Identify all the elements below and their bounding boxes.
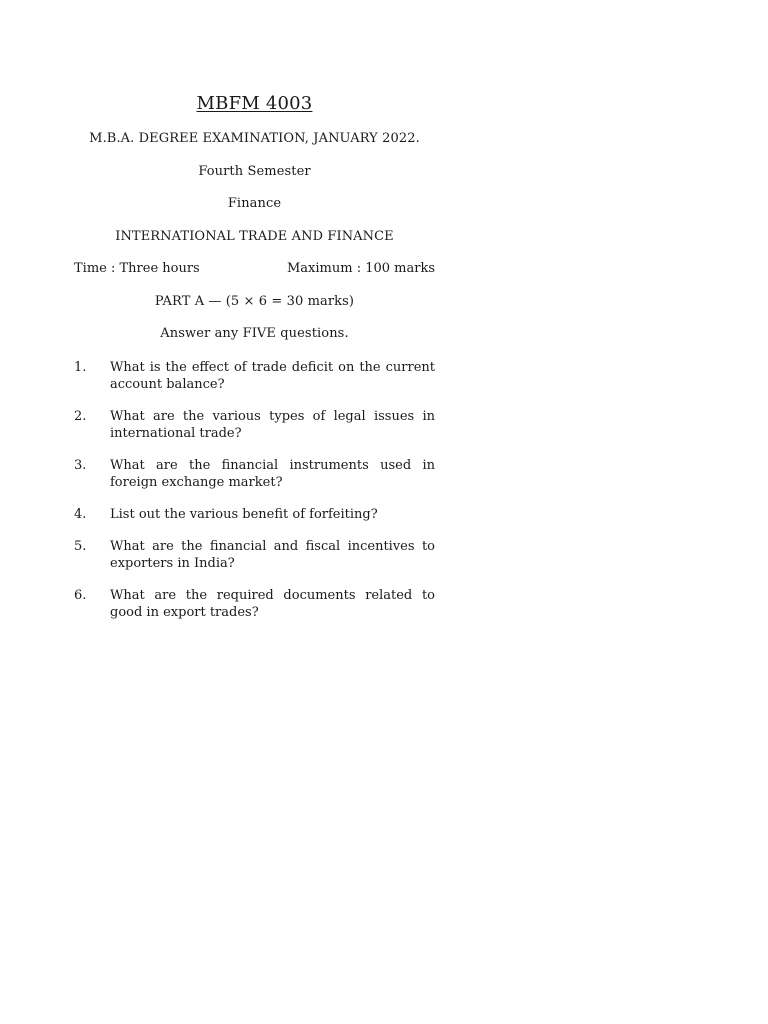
question-text: What is the effect of trade deficit on the current account balance? xyxy=(110,360,435,392)
question-text: What are the various types of legal issues in international trade? xyxy=(110,409,435,441)
question-number: 4. xyxy=(74,507,87,522)
paper-title: INTERNATIONAL TRADE AND FINANCE xyxy=(115,229,394,244)
question-item xyxy=(74,359,435,393)
time-label: Time : Three hours xyxy=(74,261,200,276)
question-item xyxy=(74,587,435,621)
part-instruction: Answer any FIVE questions. xyxy=(160,326,349,341)
question-number: 5. xyxy=(74,539,87,554)
subject-label: Finance xyxy=(227,196,282,211)
question-text: What are the financial and fiscal incentives to exporters in India? xyxy=(110,539,435,571)
question-text: What are the required documents related to good in export trades? xyxy=(110,588,435,620)
question-number: 6. xyxy=(74,588,87,603)
exam-title: M.B.A. DEGREE EXAMINATION, JANUARY 2022. xyxy=(89,131,420,146)
question-number: 2. xyxy=(74,409,87,424)
question-item xyxy=(74,408,435,442)
question-list xyxy=(74,359,435,636)
question-item xyxy=(74,457,435,491)
max-marks-label: Maximum : 100 marks xyxy=(286,261,435,276)
question-item xyxy=(74,538,435,572)
question-item xyxy=(74,506,435,523)
question-number: 3. xyxy=(74,458,87,473)
question-text: List out the various benefit of forfeiting? xyxy=(110,507,378,522)
part-title: PART A — (5 × 6 = 30 marks) xyxy=(154,294,355,309)
semester-label: Fourth Semester xyxy=(198,164,311,179)
question-text: What are the financial instruments used in foreign exchange market? xyxy=(110,458,435,490)
exam-meta-row xyxy=(74,261,435,276)
question-number: 1. xyxy=(74,360,87,375)
course-code: MBFM 4003 xyxy=(196,93,313,114)
